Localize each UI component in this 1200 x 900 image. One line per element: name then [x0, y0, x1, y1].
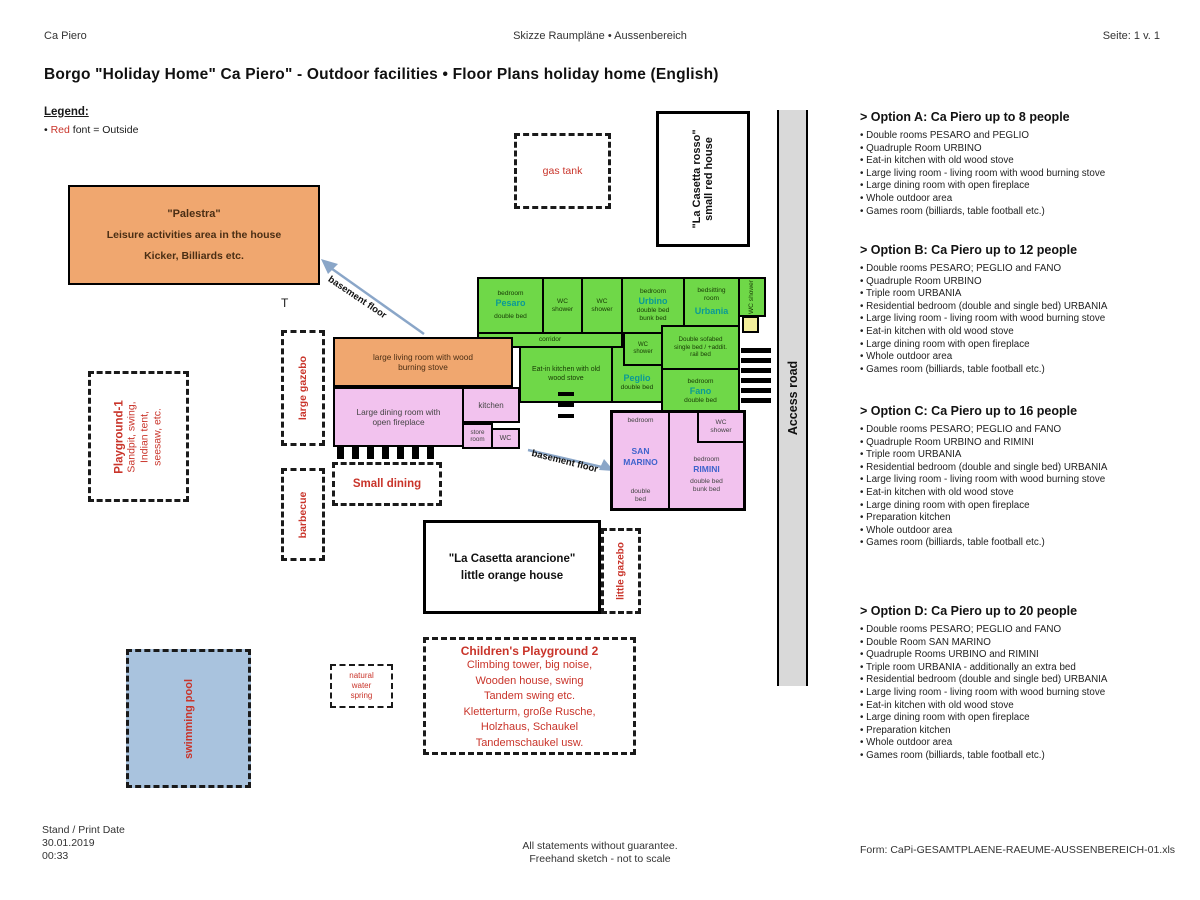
water-spring-line: spring [350, 691, 373, 700]
water-spring-line: water [351, 681, 372, 690]
room-living [333, 337, 513, 387]
room-rimini-type: bedroom [693, 456, 720, 464]
steps-bar [741, 358, 771, 363]
option-c-list [860, 424, 1190, 550]
option-a-item: • Large living room - living room with wood burning stove [860, 168, 1190, 181]
option-b-item: • Residential bedroom (double and single bed) URBANIA [860, 301, 1190, 314]
store-room-label: store room [470, 429, 485, 443]
option-d-list [860, 624, 1190, 763]
doc-header-left: Ca Piero [44, 30, 87, 42]
room-urbino-bed2: bunk bed [639, 315, 667, 323]
living-room-label: large living room with wood burning stove [372, 352, 474, 372]
option-d-item: • Games room (billiards, table football etc.) [860, 750, 1190, 763]
option-b-item: • Large living room - living room with wood burning stove [860, 313, 1190, 326]
playground1-title: Playground-1 [113, 399, 125, 474]
legend-red-word: Red [50, 124, 70, 136]
window-tick [427, 447, 434, 459]
steps-bar-small [558, 392, 574, 396]
footer-center-line: All statements without guarantee. [522, 840, 678, 852]
palestra-box [68, 185, 320, 285]
gas-tank-label: gas tank [542, 165, 583, 177]
corridor-label: corridor [538, 336, 562, 344]
room-fano [661, 368, 740, 415]
window-tick [382, 447, 389, 459]
room-urbania-type: bedsitting room [697, 286, 726, 302]
basement-floor-label-2: basement floor [530, 448, 600, 476]
little-gazebo-box [601, 528, 641, 614]
casetta-arancione-line2: little orange house [460, 569, 564, 582]
room-wc-shower-casetta [697, 413, 743, 443]
footer-right: Form: CaPi-GESAMTPLAENE-RAEUME-AUSSENBEREICH-01.xls [860, 844, 1176, 856]
wc-label: WC [499, 435, 512, 442]
option-d-item: • Large dining room with open fireplace [860, 712, 1190, 725]
footer-left [42, 824, 125, 863]
t-mark: T [281, 296, 289, 310]
room-urbania-name: Urbania [694, 305, 729, 316]
option-b-item: • Quadruple Room URBINO [860, 276, 1190, 289]
room-wc-shower-small [623, 332, 663, 366]
casetta-arancione-line1: "La Casetta arancione" [448, 552, 576, 565]
water-spring-box [330, 664, 393, 708]
room-san-marino-bed: double bed [630, 488, 651, 504]
page-title: Borgo "Holiday Home" Ca Piero" - Outdoor facilities • Floor Plans holiday home (English) [44, 66, 719, 83]
room-rimini-bed1: double bed [690, 478, 723, 486]
playground2-box [423, 637, 636, 755]
double-sofabed-label: Double sofabed single bed / +addit. rail bed [673, 336, 728, 359]
legend-heading: Legend: [44, 106, 89, 118]
footer-left-line: Stand / Print Date [42, 824, 125, 836]
window-tick [397, 447, 404, 459]
option-d-heading: > Option D: Ca Piero up to 20 people [860, 604, 1078, 618]
option-c-section [860, 404, 1190, 550]
dining-room-label: Large dining room with open fireplace [356, 407, 441, 427]
playground1-lines [125, 376, 164, 498]
palestra-title: "Palestra" [167, 208, 221, 220]
option-a-section [860, 110, 1190, 218]
option-a-item: • Eat-in kitchen with old wood stove [860, 155, 1190, 168]
playground1-line: seesaw, etc. [151, 407, 163, 466]
option-d-item: • Double Room SAN MARINO [860, 637, 1190, 650]
swimming-pool-box [126, 649, 251, 788]
wc-shower-label: WC shower [591, 297, 613, 313]
wc-shower-label: WC shower [710, 419, 732, 434]
window-tick [352, 447, 359, 459]
option-d-item: • Triple room URBANIA - additionally an extra bed [860, 662, 1190, 675]
legend-line [44, 124, 138, 136]
steps-bar [741, 388, 771, 393]
room-store [462, 423, 493, 449]
room-urbino-bed1: double bed [636, 307, 670, 315]
room-wc [491, 428, 520, 449]
steps-bar [741, 398, 771, 403]
option-a-item: • Large dining room with open fireplace [860, 180, 1190, 193]
option-a-item: • Whole outdoor area [860, 193, 1190, 206]
doc-header-right: Seite: 1 v. 1 [1102, 30, 1160, 42]
option-a-item: • Games room (billiards, table football etc.) [860, 206, 1190, 219]
option-b-item: • Double rooms PESARO; PEGLIO and FANO [860, 263, 1190, 276]
wc-shower-label: WC shower [551, 297, 574, 313]
room-peglio-name: Peglio [623, 372, 651, 383]
casetta-rosso-line2: small red house [703, 137, 715, 221]
access-road [777, 110, 808, 686]
water-spring-line: natural [349, 671, 374, 680]
option-b-item: • Triple room URBANIA [860, 288, 1190, 301]
room-san-marino-name: SAN MARINO [623, 445, 658, 467]
palestra-line2: Kicker, Billiards etc. [144, 250, 244, 262]
swimming-pool-label: swimming pool [182, 678, 195, 759]
gas-tank-box [514, 133, 611, 209]
small-dining-box [332, 462, 442, 506]
playground1-line: Sandpit, swing, [125, 400, 137, 473]
large-gazebo-box [281, 330, 325, 446]
option-d-item: • Residential bedroom (double and single bed) URBANIA [860, 674, 1190, 687]
footer-left-line: 30.01.2019 [42, 837, 95, 849]
option-d-item: • Double rooms PESARO; PEGLIO and FANO [860, 624, 1190, 637]
option-a-item: • Quadruple Room URBINO [860, 143, 1190, 156]
playground1-box [88, 371, 189, 502]
room-rimini [670, 443, 743, 507]
option-b-item: • Whole outdoor area [860, 351, 1190, 364]
steps-bar-small [558, 403, 574, 407]
room-peglio-bed: double bed [620, 384, 654, 392]
room-double-sofabed [661, 325, 740, 370]
room-urbino-name: Urbino [638, 295, 668, 306]
option-c-item: • Preparation kitchen [860, 512, 1190, 525]
room-wc-shower-2 [581, 277, 623, 334]
room-pesaro-bed: double bed [494, 313, 527, 321]
room-rimini-name: RIMINI [693, 464, 720, 475]
room-san-marino [613, 413, 670, 508]
playground2-line: Kletterturm, große Rusche, [463, 705, 596, 718]
option-c-item: • Residential bedroom (double and single bed) URBANIA [860, 462, 1190, 475]
yellow-box [742, 316, 759, 333]
option-d-item: • Preparation kitchen [860, 725, 1190, 738]
option-b-heading: > Option B: Ca Piero up to 12 people [860, 243, 1078, 257]
playground2-line: Holzhaus, Schaukel [480, 721, 579, 733]
option-d-item: • Eat-in kitchen with old wood stove [860, 700, 1190, 713]
option-c-item: • Eat-in kitchen with old wood stove [860, 487, 1190, 500]
room-kitchen [462, 387, 520, 423]
legend-rest: font = Outside [72, 124, 139, 136]
window-tick [337, 447, 344, 459]
option-c-item: • Quadruple Room URBINO and RIMINI [860, 437, 1190, 450]
option-b-list [860, 263, 1190, 376]
room-pesaro-name: Pesaro [495, 297, 526, 308]
playground2-title: Children's Playground 2 [460, 644, 599, 658]
playground2-line: Tandem swing etc. [483, 690, 576, 702]
water-spring-lines [349, 671, 373, 701]
casetta-arancione-box [423, 520, 601, 614]
room-wc-shower-rotated [738, 277, 766, 317]
room-dining [333, 387, 464, 447]
room-fano-name: Fano [689, 385, 712, 396]
steps-bar [741, 378, 771, 383]
room-wc-shower-1 [542, 277, 583, 334]
steps-bar [741, 348, 771, 353]
playground2-line: Climbing tower, big noise, [466, 659, 593, 671]
playground1-line: Indian tent, [138, 410, 150, 463]
option-b-item: • Games room (billiards, table football etc.) [860, 364, 1190, 377]
option-c-item: • Games room (billiards, table football etc.) [860, 537, 1190, 550]
basement-floor-label-1: basement floor [325, 274, 389, 322]
option-b-item: • Large dining room with open fireplace [860, 339, 1190, 352]
option-b-item: • Eat-in kitchen with old wood stove [860, 326, 1190, 339]
large-gazebo-label: large gazebo [297, 355, 309, 421]
option-d-item: • Large living room - living room with wood burning stove [860, 687, 1190, 700]
option-c-heading: > Option C: Ca Piero up to 16 people [860, 404, 1078, 418]
casetta-rosso-line1: "La Casetta rosso" [691, 129, 703, 229]
doc-header-center: Skizze Raumpläne • Aussenbereich [513, 30, 687, 42]
room-urbania [683, 277, 740, 327]
option-c-item: • Triple room URBANIA [860, 449, 1190, 462]
option-d-item: • Whole outdoor area [860, 737, 1190, 750]
casetta-rosso-box [656, 111, 750, 247]
room-pesaro [477, 277, 544, 334]
wc-shower-label: WC shower [748, 279, 756, 315]
room-rimini-bed2: bunk bed [692, 485, 721, 493]
option-a-list [860, 130, 1190, 218]
playground2-line: Wooden house, swing [475, 674, 584, 687]
basement-arrow-icon [318, 256, 430, 340]
palestra-line1: Leisure activities area in the house [106, 229, 282, 241]
room-san-marino-type: bedroom [627, 417, 654, 424]
option-b-section [860, 243, 1190, 376]
casetta-building [610, 410, 746, 511]
option-d-item: • Quadruple Rooms URBINO and RIMINI [860, 649, 1190, 662]
room-urbino-type: bedroom [639, 288, 667, 296]
room-fano-bed: double bed [684, 397, 717, 405]
barbecue-box [281, 468, 325, 561]
wc-shower-label: WC shower [633, 341, 653, 355]
room-pesaro-type: bedroom [497, 289, 524, 297]
steps-bar [741, 368, 771, 373]
footer-center [450, 840, 750, 866]
steps-bar-small [558, 414, 574, 418]
access-road-label: Access road [785, 360, 800, 436]
kitchen-label: kitchen [478, 400, 504, 410]
playground2-line: Tandemschaukel usw. [475, 736, 584, 749]
playground2-lines [426, 658, 633, 751]
option-c-item: • Large dining room with open fireplace [860, 500, 1190, 513]
footer-left-line: 00:33 [42, 850, 69, 862]
eat-in-kitchen-label: Eat-in kitchen with old wood stove [531, 366, 601, 382]
window-tick [367, 447, 374, 459]
option-d-section [860, 604, 1190, 763]
option-a-item: • Double rooms PESARO and PEGLIO [860, 130, 1190, 143]
barbecue-label: barbecue [297, 491, 309, 538]
window-tick [412, 447, 419, 459]
small-dining-label: Small dining [352, 478, 422, 490]
footer-center-line: Freehand sketch - not to scale [529, 853, 671, 865]
option-a-heading: > Option A: Ca Piero up to 8 people [860, 110, 1070, 124]
option-c-item: • Double rooms PESARO; PEGLIO and FANO [860, 424, 1190, 437]
option-c-item: • Large living room - living room with wood burning stove [860, 474, 1190, 487]
room-fano-type: bedroom [687, 377, 714, 385]
option-c-item: • Whole outdoor area [860, 525, 1190, 538]
little-gazebo-label: little gazebo [615, 542, 627, 600]
